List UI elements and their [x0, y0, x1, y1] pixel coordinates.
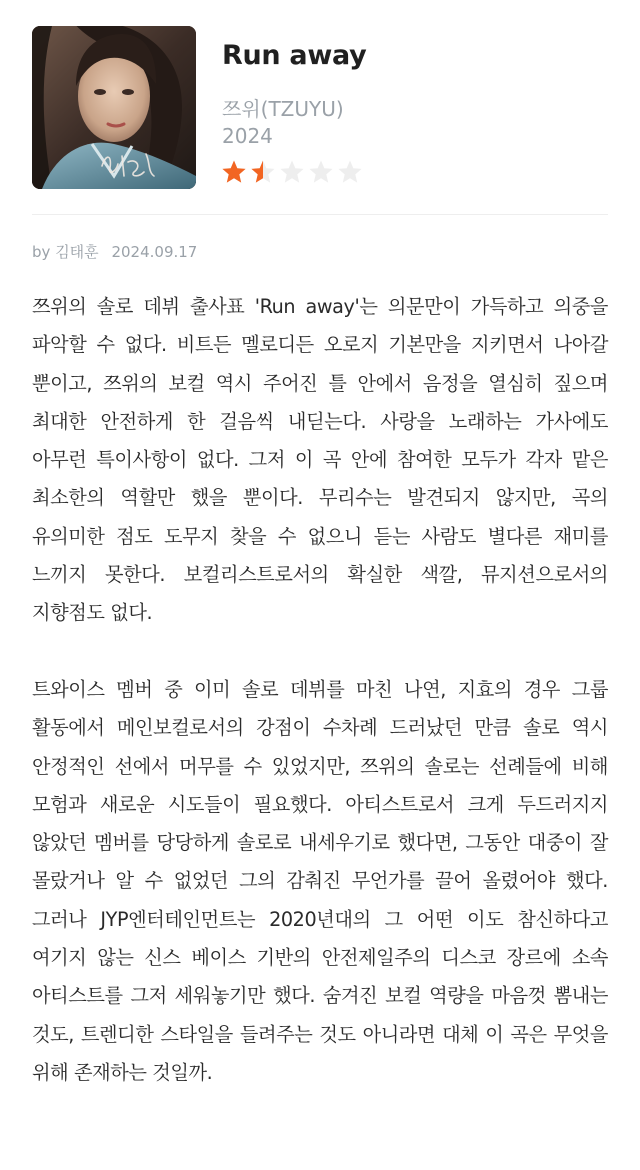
star-empty-icon: [307, 158, 335, 186]
album-title: Run away: [222, 40, 367, 71]
review-paragraph: 쯔위의 솔로 데뷔 출사표 'Run away'는 의문만이 가득하고 의중을 파악할 수 없다. 비트든 멜로디든 오로지 기본만을 지키면서 나아갈 뿐이고, 쯔위의 보컬 역시 주어진 틀 안에서 음정을 열심히 짚으며 최대한 안전하게 한 걸음씩 내딛는다. 사랑을 노래하는 가사에도 아무런 특이사항이 없다. 그저 이 곡 안에 참여한 모두가 각자 맡은 최소한의 역할만 했을 뿐이다. 무리수는 발견되지 않지만, 곡의 유의미한 점도 도무지 찾을 수 없으니 듣는 사람도 별다른 재미를 느끼지 못한다. 보컬리스트로서의 확실한 색깔, 뮤지션으로서의 지향점도 없다.: [32, 295, 608, 625]
release-year: 2024: [222, 124, 273, 148]
divider: [32, 214, 608, 215]
star-empty-icon: [278, 158, 306, 186]
star-empty-icon: [336, 158, 364, 186]
artist-name[interactable]: 쯔위(TZUYU): [222, 97, 344, 121]
star-rating: [220, 158, 365, 186]
album-header: [32, 26, 608, 190]
review-byline: [32, 241, 197, 262]
author-name[interactable]: 김태훈: [55, 243, 99, 261]
review-date: 2024.09.17: [111, 243, 198, 261]
star-full-icon: [220, 158, 248, 186]
review-body: [32, 288, 608, 1092]
star-half-icon: [249, 158, 277, 186]
author-prefix: by: [32, 243, 51, 261]
review-paragraph: 트와이스 멤버 중 이미 솔로 데뷔를 마친 나연, 지효의 경우 그룹 활동에서 메인보컬로서의 강점이 수차례 드러났던 만큼 솔로 역시 안정적인 선에서 머무를 수 있었지만, 쯔위의 솔로는 선례들에 비해 모험과 새로운 시도들이 필요했다. 아티스트로서 크게 두드러지지 않았던 멤버를 당당하게 솔로로 내세우기로 했다면, 그동안 대중이 잘 몰랐거나 알 수 없었던 그의 감춰진 무언가를 끌어 올렸어야 했다. 그러나 JYP엔터테인먼트는 2020년대의 그 어떤 이도 참신하다고 여기지 않는 신스 베이스 기반의 안전제일주의 디스코 장르에 소속 아티스트를 그저 세워놓기만 했다. 숨겨진 보컬 역량을 마음껏 뽐내는 것도, 트렌디한 스타일을 들려주는 것도 아니라면 대체 이 곡은 무엇을 위해 존재하는 것일까.: [32, 677, 608, 1084]
album-cover-image[interactable]: [32, 26, 196, 189]
